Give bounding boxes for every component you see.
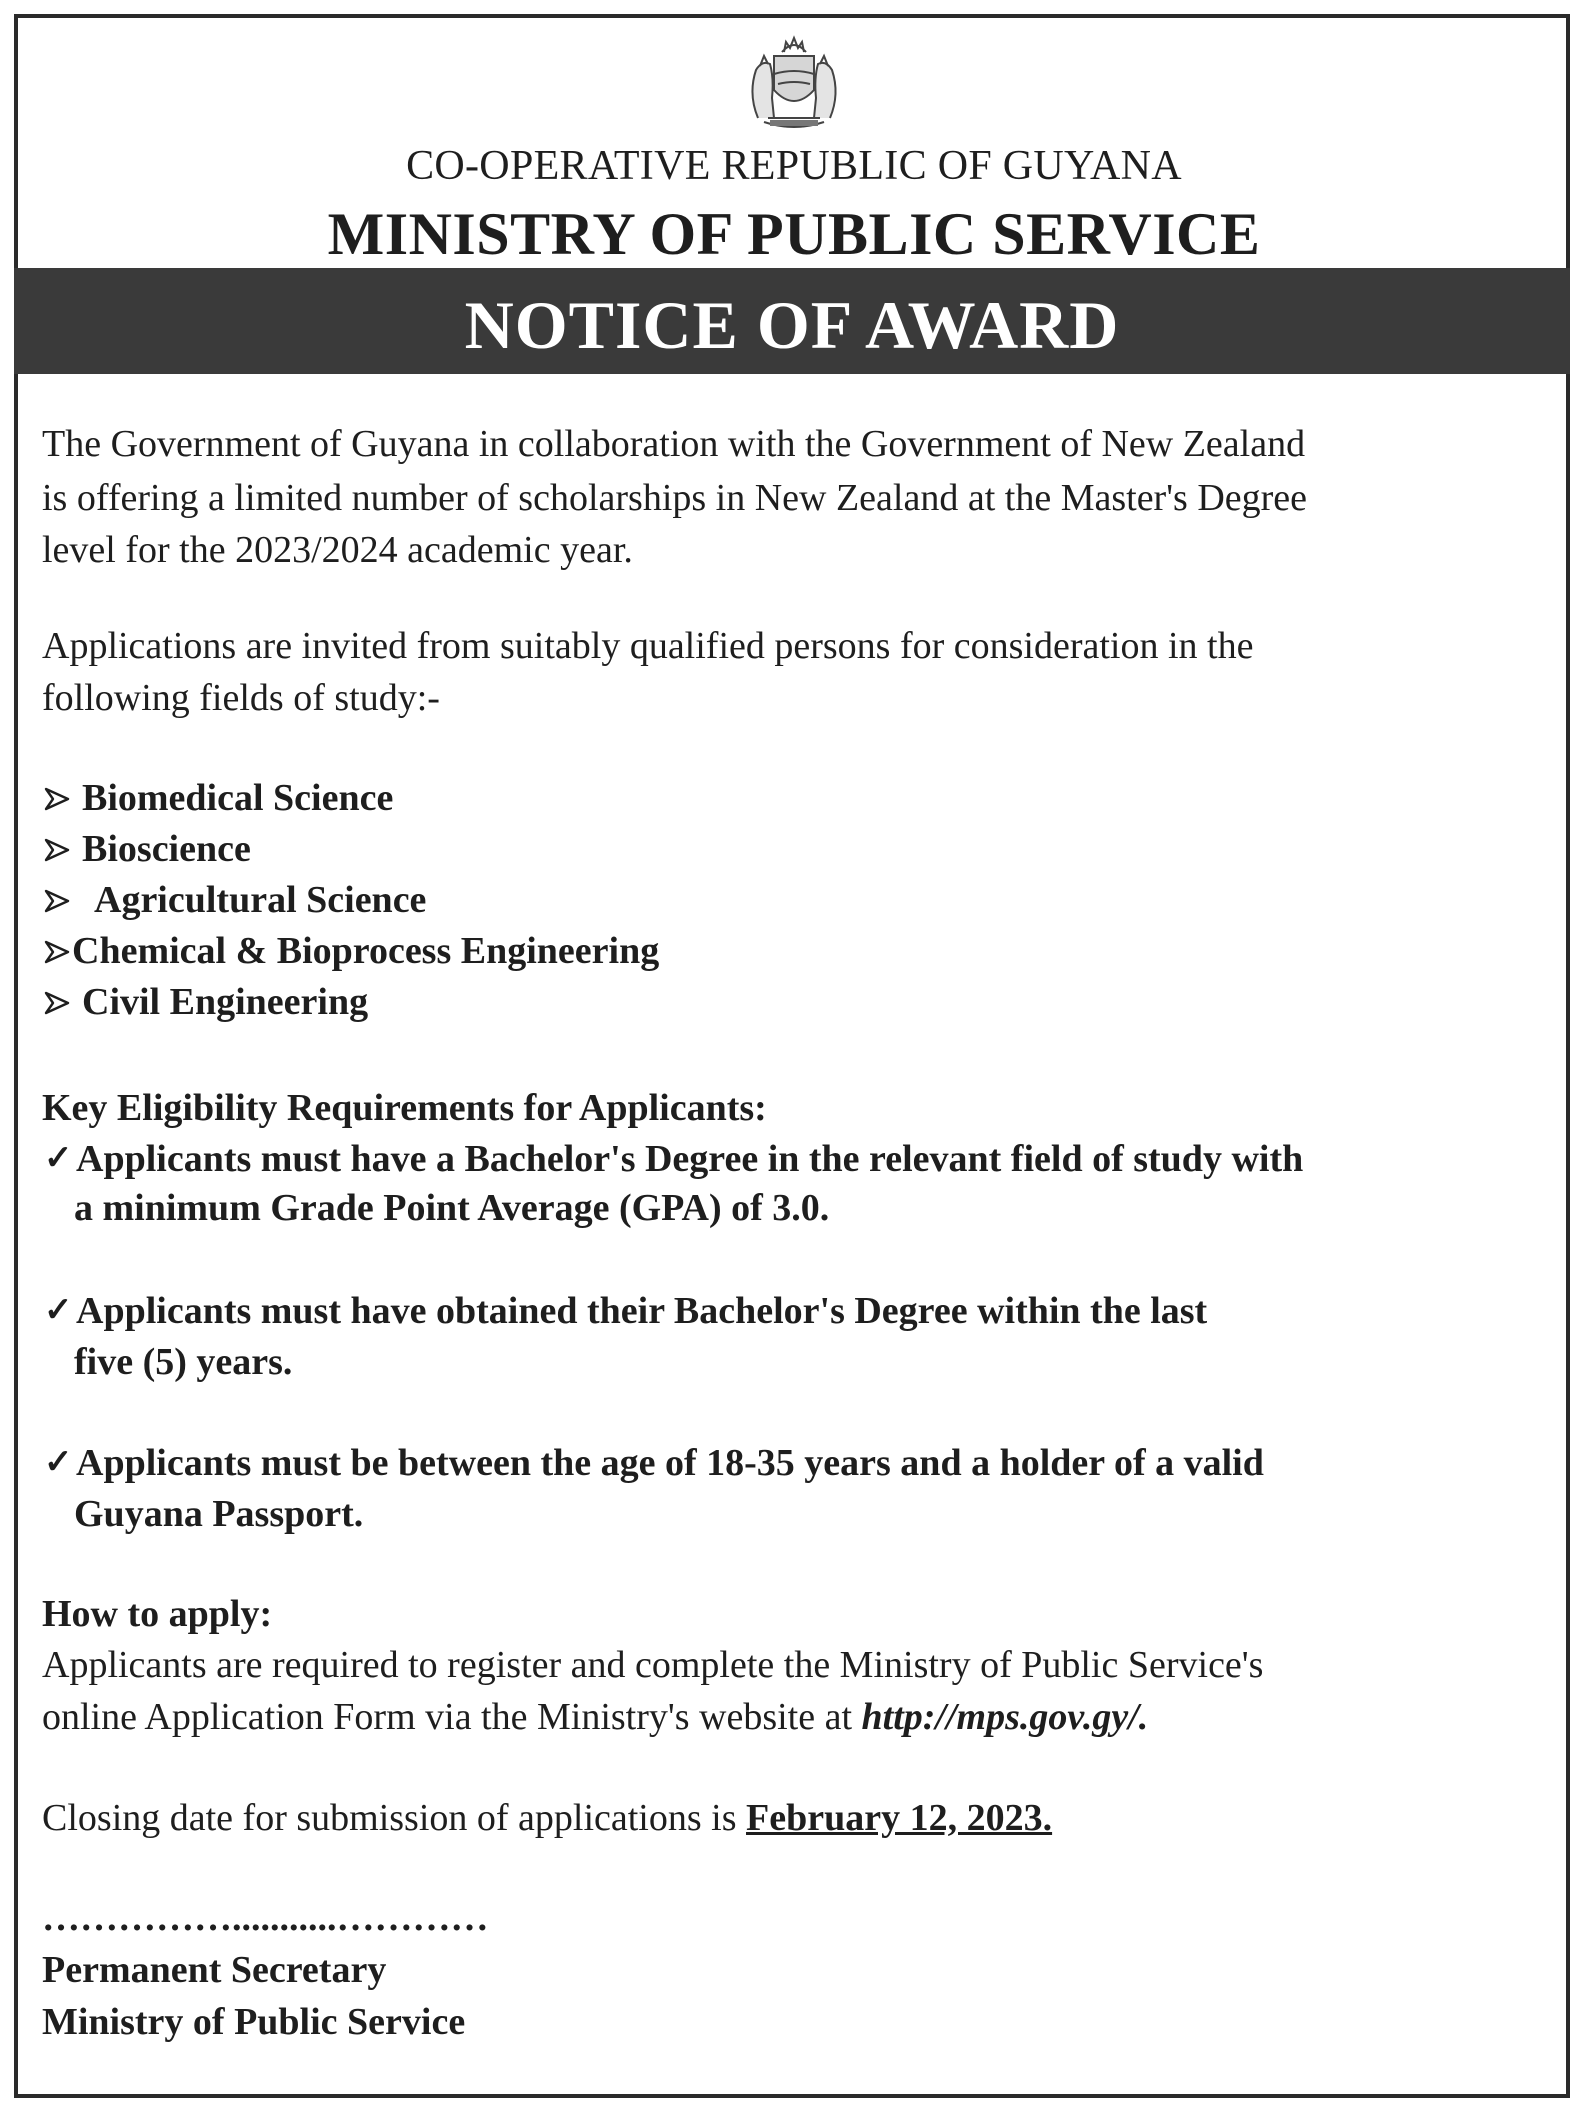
field-label: Biomedical Science — [82, 777, 394, 819]
closing-text: Closing date for submission of applications is — [42, 1797, 747, 1839]
arrowhead-bullet-icon — [44, 837, 70, 863]
how-to-apply-line-1: Applicants are required to register and complete the Ministry of Public Service's — [42, 1644, 1264, 1686]
intro-line-2: is offering a limited number of scholarships in New Zealand at the Master's Degree — [42, 477, 1308, 519]
ministry-name: MINISTRY OF PUBLIC SERVICE — [327, 201, 1261, 267]
notice-title: NOTICE OF AWARD — [464, 287, 1120, 363]
requirement-1-line-1: Applicants must have a Bachelor's Degree in the relevant field of study with — [76, 1138, 1304, 1180]
invitation-line-2: following fields of study:- — [42, 677, 440, 719]
intro-line-1: The Government of Guyana in collaboration with the Government of New Zealand — [42, 423, 1306, 465]
closing-date: February 12, 2023. — [746, 1797, 1053, 1839]
eligibility-heading: Key Eligibility Requirements for Applicants: — [42, 1087, 767, 1129]
requirement-2-line-2: five (5) years. — [74, 1341, 293, 1383]
how-to-apply-line-2-text: online Application Form via the Ministry's website at — [42, 1696, 862, 1738]
field-item — [44, 827, 251, 871]
arrowhead-bullet-icon — [44, 990, 70, 1016]
field-label: Bioscience — [82, 828, 251, 870]
closing-line — [42, 1796, 1052, 1840]
check-icon: ✓ — [44, 1444, 73, 1481]
field-label: Agricultural Science — [94, 879, 427, 921]
signatory-organization: Ministry of Public Service — [42, 2001, 466, 2043]
invitation-line-1: Applications are invited from suitably qualified persons for consideration in the — [42, 625, 1254, 667]
country-name: CO-OPERATIVE REPUBLIC OF GUYANA — [406, 143, 1182, 189]
field-label: Civil Engineering — [82, 981, 369, 1023]
field-item — [44, 929, 659, 973]
signature-line: ……………...........………… — [42, 1897, 489, 1939]
field-item — [44, 980, 368, 1024]
field-item — [44, 776, 393, 820]
how-to-apply-heading: How to apply: — [42, 1593, 273, 1635]
coat-of-arms-icon — [734, 34, 854, 138]
field-item — [44, 878, 426, 922]
requirement-1-line-2: a minimum Grade Point Average (GPA) of 3.0. — [74, 1187, 830, 1229]
title-banner — [14, 268, 1570, 374]
arrowhead-bullet-icon — [44, 939, 70, 965]
check-icon: ✓ — [44, 1292, 73, 1329]
requirement-3-line-1: Applicants must be between the age of 18-35 years and a holder of a valid — [76, 1442, 1264, 1484]
field-label: Chemical & Bioprocess Engineering — [72, 930, 660, 972]
intro-line-3: level for the 2023/2024 academic year. — [42, 529, 633, 571]
requirement-3-line-2: Guyana Passport. — [74, 1493, 364, 1535]
check-icon: ✓ — [44, 1140, 73, 1177]
how-to-apply-line-2 — [42, 1695, 1148, 1739]
signatory-title: Permanent Secretary — [42, 1949, 387, 1991]
ministry-website-link[interactable]: http://mps.gov.gy/. — [861, 1696, 1149, 1738]
requirement-2-line-1: Applicants must have obtained their Bachelor's Degree within the last — [76, 1290, 1208, 1332]
arrowhead-bullet-icon — [44, 888, 70, 914]
arrowhead-bullet-icon — [44, 786, 70, 812]
